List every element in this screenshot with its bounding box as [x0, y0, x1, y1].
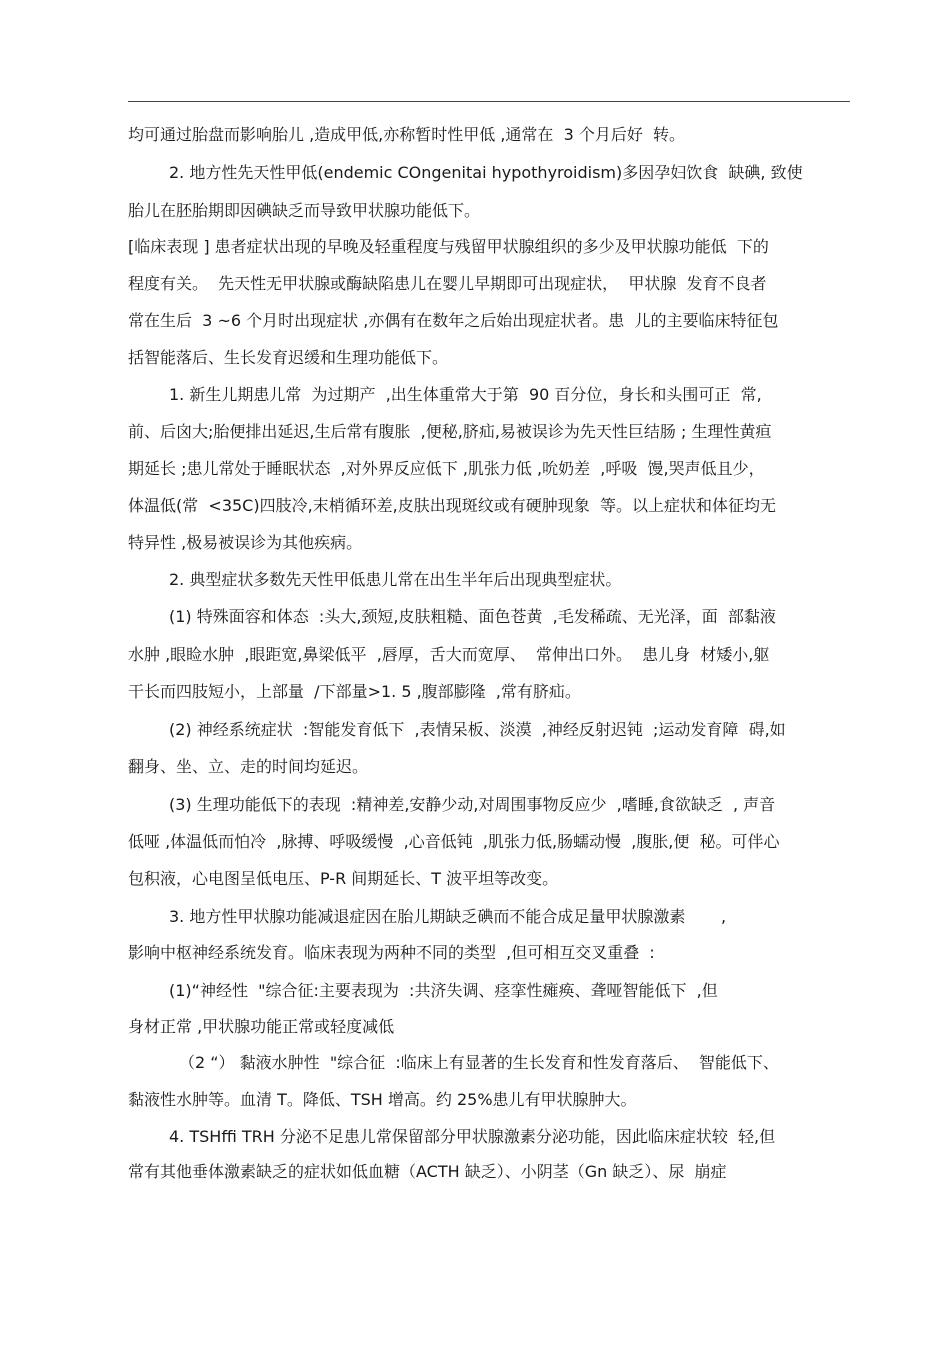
text-line: 影响中枢神经系统发育。临床表现为两种不同的类型 ,但可相互交叉重叠 : — [128, 943, 655, 962]
text-line: 4. TSHffi TRH 分泌不足患儿常保留部分甲状腺激素分泌功能，因此临床症状较 轻,但 — [169, 1127, 776, 1146]
text-line: 胎儿在胚胎期即因碘缺乏而导致甲状腺功能低下。 — [128, 201, 481, 220]
text-line: (2) 神经系统症状 :智能发育低下 ,表情呆板、淡漠 ,神经反射迟钝 ;运动发育障 碍,如 — [169, 720, 786, 739]
text-line: （2 “） 黏液水肿性 "综合征 :临床上有显著的生长发育和性发育落后、 智能低下、 — [179, 1053, 779, 1072]
text-line: 体温低(常 <35C)四肢冷,末梢循环差,皮肤出现斑纹或有硬肿现象 等。以上症状和体征均无 — [128, 496, 776, 515]
text-line: (1) 特殊面容和体态 :头大,颈短,皮肤粗糙、面色苍黄 ,毛发稀疏、无光泽，面 部黏液 — [169, 607, 776, 626]
text-line: 期延长 ;患儿常处于睡眠状态 ,对外界反应低下 ,肌张力低 ,吮奶差 ,呼吸 馒,哭声低且少， — [128, 459, 765, 478]
text-line: 低哑 ,体温低而怕冷 ,脉搏、呼吸缓慢 ,心音低钝 ,肌张力低,肠蠕动慢 ,腹胀,便 秘。可伴心 — [128, 832, 780, 851]
text-line: 2. 地方性先天性甲低(endemic COngenitai hypothyroidism)多因孕妇饮食 缺碘, 致使 — [169, 163, 803, 182]
text-line: 均可通过胎盘而影响胎儿 ,造成甲低,亦称暂时性甲低 ,通常在 3 个月后好 转。 — [128, 125, 686, 144]
text-line: 水肿 ,眼睑水肿 ,眼距宽,鼻梁低平 ,唇厚，舌大而宽厚、 常伸出口外。 患儿身 材矮小,躯 — [128, 645, 770, 664]
text-line: 干长而四肢短小，上部量 /下部量>1. 5 ,腹部膨隆 ,常有脐疝。 — [128, 682, 581, 701]
text-line: 包积液，心电图呈低电压、P-R 间期延长、T 波平坦等改变。 — [128, 869, 559, 888]
header-rule — [128, 101, 850, 102]
text-line: 翻身、坐、立、走的时间均延迟。 — [128, 757, 369, 776]
text-line: 括智能落后、生长发育迟缓和生理功能低下。 — [128, 348, 449, 367]
text-line: 1. 新生儿期患儿常 为过期产 ,出生体重常大于第 90 百分位，身长和头围可正 常, — [169, 385, 762, 404]
text-line: [临床表现 ] 患者症状出现的早晚及轻重程度与残留甲状腺组织的多少及甲状腺功能低 下的 — [128, 237, 769, 256]
text-line: 程度有关。 先天性无甲状腺或酶缺陷患儿在婴儿早期即可出现症状， 甲状腺 发育不良者 — [128, 274, 767, 293]
text-line: 前、后囟大;胎便排出延迟,生后常有腹胀 ,便秘,脐疝,易被误诊为先天性巨结肠 ; 生理性黄疸 — [128, 422, 772, 441]
text-line: 3. 地方性甲状腺功能减退症因在胎儿期缺乏碘而不能合成足量甲状腺激素 , — [169, 907, 727, 926]
text-line: 身材正常 ,甲状腺功能正常或轻度减低 — [128, 1017, 395, 1036]
text-line: (3) 生理功能低下的表现 :精神差,安静少动,对周围事物反应少 ,嗜睡,食欲缺乏 , 声音 — [169, 795, 776, 814]
text-line: 2. 典型症状多数先天性甲低患儿常在出生半年后出现典型症状。 — [169, 570, 622, 589]
text-line: (1)“神经性 "综合征:主要表现为 :共济失调、痉挛性瘫痪、聋哑智能低下 ,但 — [169, 981, 718, 1000]
text-line: 常在生后 3 ~6 个月时出现症状 ,亦偶有在数年之后始出现症状者。患 儿的主要临床特征包 — [128, 311, 779, 330]
text-line: 特异性 ,极易被误诊为其他疾病。 — [128, 533, 363, 552]
text-line: 黏液性水肿等。血清 T。降低、TSH 增高。约 25%患儿有甲状腺肿大。 — [128, 1090, 637, 1109]
text-line: 常有其他垂体激素缺乏的症状如低血糖（ACTH 缺乏）、小阴茎（Gn 缺乏）、尿 崩症 — [128, 1162, 727, 1181]
